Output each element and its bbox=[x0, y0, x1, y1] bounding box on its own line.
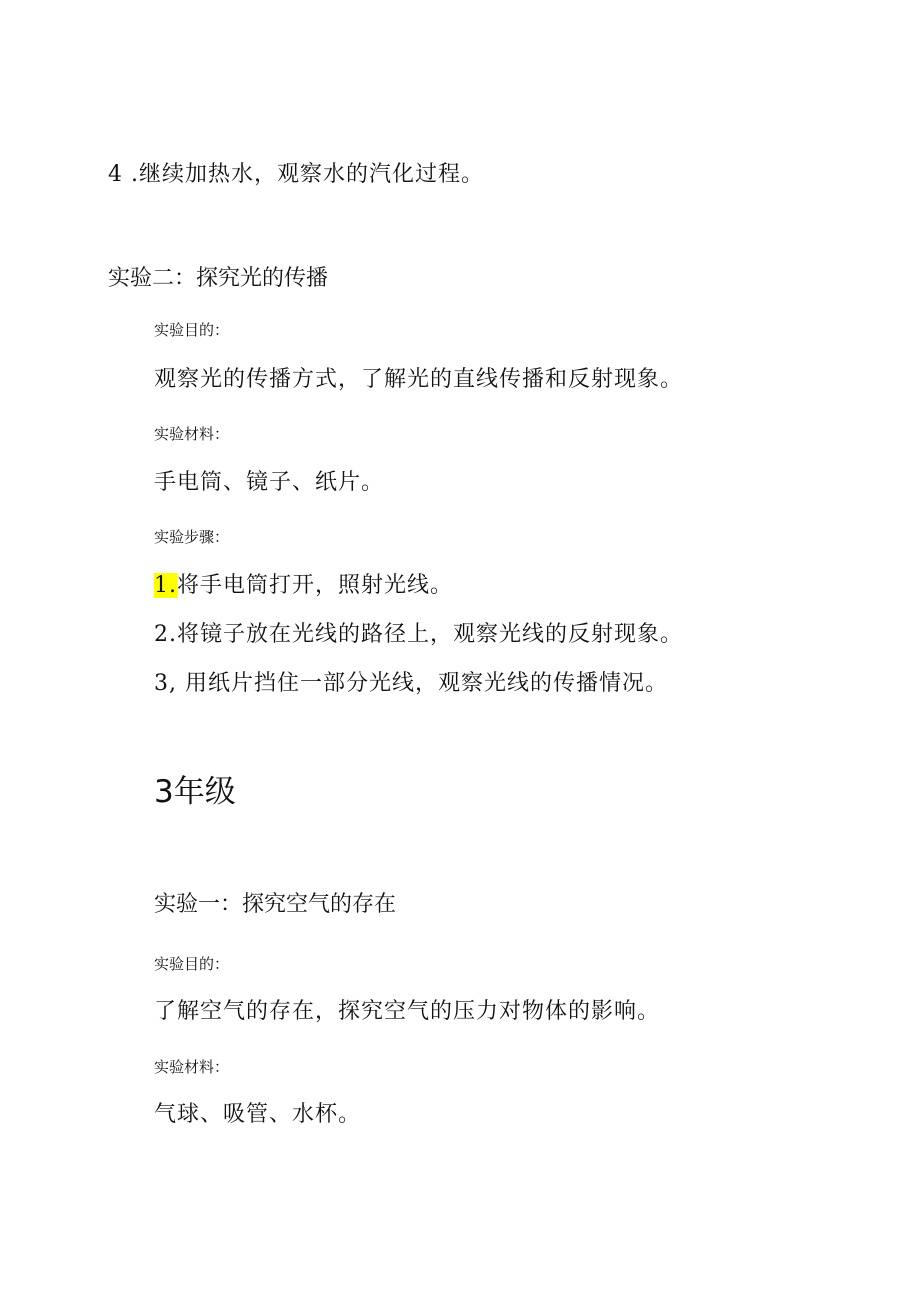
step-4-text: 4 .继续加热水，观察水的汽化过程。 bbox=[108, 162, 484, 187]
experiment-2-purpose-label: 实验目的： bbox=[154, 321, 230, 339]
experiment-2-purpose-text: 观察光的传播方式，了解光的直线传播和反射现象。 bbox=[154, 367, 684, 392]
experiment-2-materials-label: 实验材料： bbox=[154, 425, 230, 443]
grade-heading: 3年级 bbox=[154, 774, 236, 810]
experiment-2-step-2: 2.将镜子放在光线的路径上，观察光线的反射现象。 bbox=[154, 622, 683, 647]
experiment-2-materials-text: 手电筒、镜子、纸片。 bbox=[154, 470, 385, 495]
experiment-1-purpose-label: 实验目的： bbox=[154, 955, 230, 973]
experiment-2-steps-label: 实验步骤： bbox=[154, 528, 230, 546]
experiment-2-title: 实验二：探究光的传播 bbox=[108, 266, 329, 291]
experiment-1-title: 实验一：探究空气的存在 bbox=[154, 892, 397, 917]
experiment-2-step-1 bbox=[154, 575, 453, 597]
experiment-2-step-3: 3, 用纸片挡住一部分光线，观察光线的传播情况。 bbox=[154, 671, 668, 696]
experiment-1-purpose-text: 了解空气的存在，探究空气的压力对物体的影响。 bbox=[154, 999, 661, 1024]
step-1-text: 将手电筒打开，照射光线。 bbox=[177, 573, 454, 598]
experiment-1-materials-text: 气球、吸管、水杯。 bbox=[154, 1102, 362, 1127]
highlighted-step-number: 1. bbox=[154, 573, 177, 598]
experiment-1-materials-label: 实验材料： bbox=[154, 1058, 230, 1076]
